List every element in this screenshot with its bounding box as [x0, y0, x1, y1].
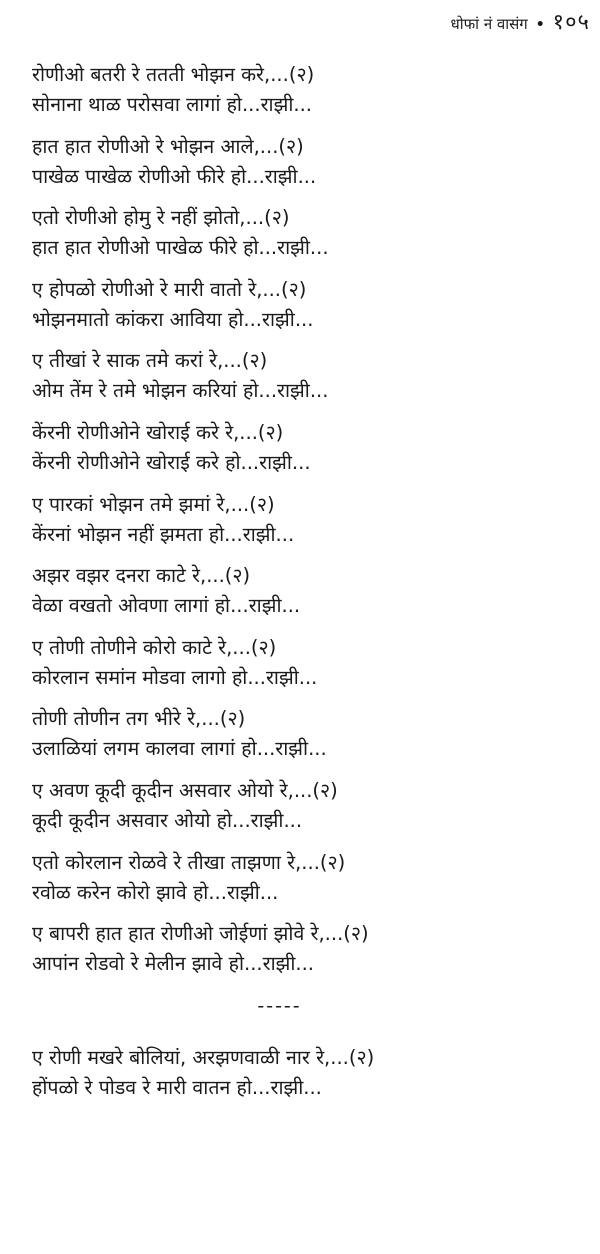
verse-line: ए अवण कूदी कूदीन असवार ओयो रे,...(२) [32, 778, 338, 802]
verse-line: केंरनां भोझन नहीं झमता हो...राझी... [32, 522, 295, 546]
running-head [450, 6, 590, 36]
verse-line: सोनाना थाळ परोसवा लागां हो...राझी... [32, 93, 312, 116]
verse-line: ए होपळो रोणीओ रे मारी वातो रे,...(२) [32, 277, 307, 301]
verse-line: ए तोणी तोणीने कोरो काटे रे,...(२) [32, 635, 277, 659]
stanza [32, 60, 587, 120]
verse-line: कूदी कूदीन असवार ओयो हो...राझी... [32, 808, 303, 832]
stanza [32, 919, 587, 979]
verse-line: ओम तेंम रे तमे भोझन करियां हो...राझी... [32, 379, 329, 403]
verse-line: रवोळ करेन कोरो झावे हो...राझी... [32, 880, 279, 904]
stanza [32, 275, 587, 335]
stanza [32, 346, 587, 406]
verse-line: हात हात रोणीओ पाखेळ फीरे हो...राझी... [32, 236, 329, 260]
running-head-bullet: • [535, 17, 545, 33]
verse-line: ए पारकां भोझन तमे झमां रे,...(२) [32, 492, 275, 516]
verse-line: होंपळो रे पोडव रे मारी वातन हो...राझी... [32, 1075, 322, 1099]
stanza [32, 561, 587, 621]
verse-line: अझर वझर दनरा काटे रे,...(२) [32, 564, 251, 588]
stanza [32, 490, 587, 550]
verse-line: हात हात रोणीओ रे भोझन आले,...(२) [32, 134, 304, 158]
stanza [32, 418, 587, 478]
verse-line: ए रोणी मखरे बोलियां, अरझणवाळी नार रे,...(२) [32, 1045, 375, 1069]
verse-line: पाखेळ पाखेळ रोणीओ फीरे हो...राझी... [32, 164, 317, 188]
verse-line: उलाळियां लगम कालवा लागां हो...राझी... [32, 737, 327, 761]
verse-line: केंरनी रोणीओने खोराई करे हो...राझी... [32, 450, 311, 474]
stanza [32, 633, 587, 693]
stanza [32, 704, 587, 764]
page-number: १०५ [552, 10, 590, 35]
verse-line: एतो रोणीओ होमु रे नहीं झोतो,...(२) [32, 206, 290, 230]
verse-line: वेळा वखतो ओवणा लागां हो...राझी... [32, 594, 301, 618]
final-stanza [32, 1043, 587, 1103]
verse-line: कोरलान समांन मोडवा लागो हो...राझी... [32, 665, 318, 689]
poem-body [32, 60, 587, 1114]
stanza [32, 132, 587, 192]
stanza [32, 203, 587, 263]
stanza [32, 848, 587, 908]
verse-line: आपांन रोडवो रे मेलीन झावे हो...राझी... [32, 952, 315, 976]
verse-line: भोझनमातो कांकरा आविया हो...राझी... [32, 307, 314, 331]
verse-line: रोणीओ बतरी रे ततती भोझन करे,...(२) [32, 63, 315, 86]
verse-line: ए बापरी हात हात रोणीओ जोईणां झोवे रे,...(२) [32, 922, 369, 946]
verse-line: एतो कोरलान रोळवे रे तीखा ताझणा रे,...(२) [32, 850, 346, 874]
section-separator: ----- [257, 994, 302, 1017]
running-head-title: धोफां नं वासंग [450, 15, 528, 33]
verse-line: केंरनी रोणीओने खोराई करे रे,...(२) [32, 420, 284, 444]
verse-line: तोणी तोणीन तग भीरे रे,...(२) [32, 707, 246, 731]
stanza [32, 776, 587, 836]
verse-line: ए तीखां रे साक तमे करां रे,...(२) [32, 349, 268, 373]
